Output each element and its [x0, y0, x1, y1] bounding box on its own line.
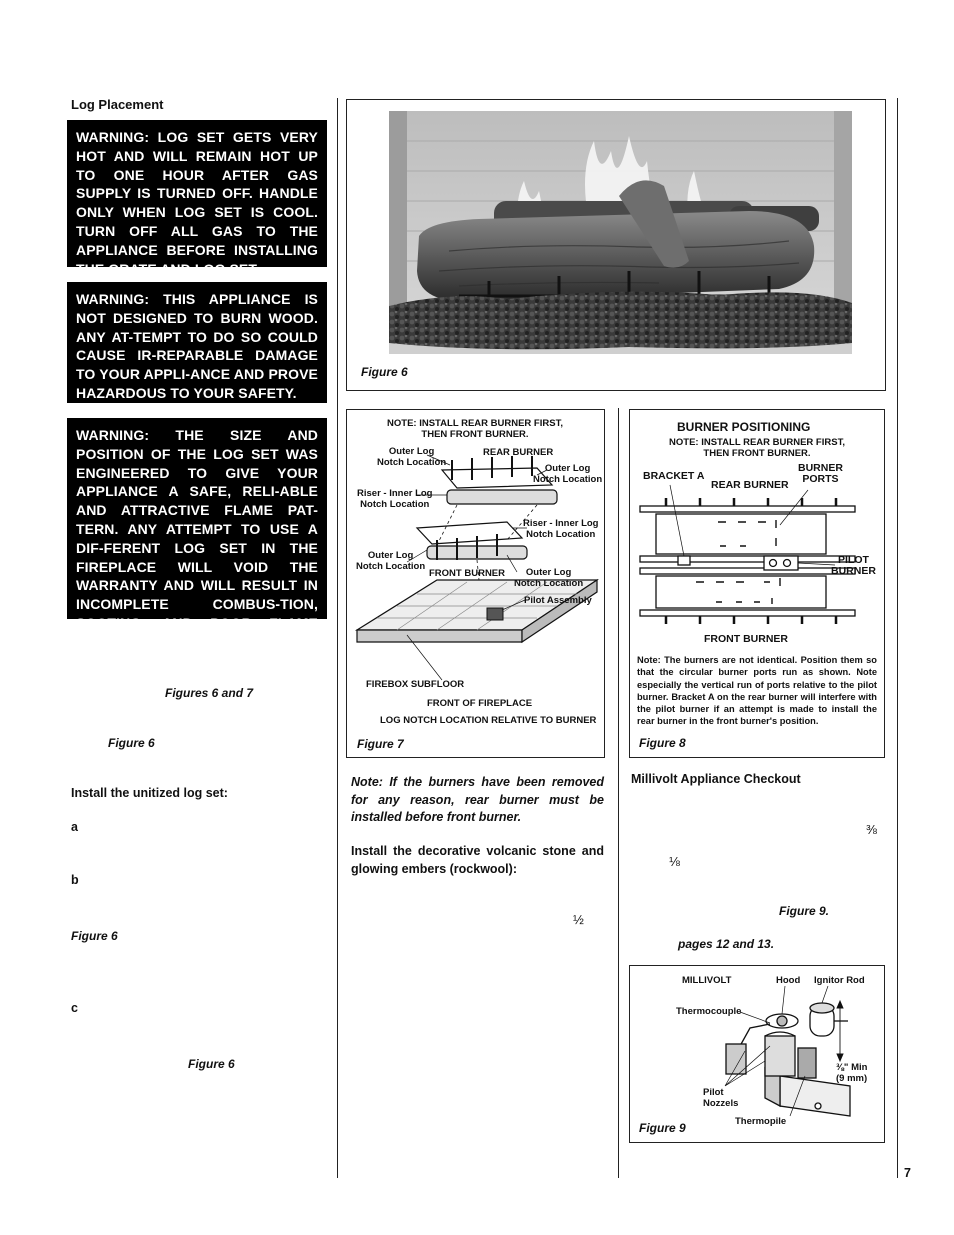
fig8-burner-ports: BURNER PORTS	[798, 462, 843, 485]
column-divider	[337, 98, 338, 1178]
figure-7-frame	[346, 409, 605, 758]
millivolt-checkout-heading: Millivolt Appliance Checkout	[631, 772, 801, 786]
figure-9-caption: Figure 9	[639, 1121, 686, 1135]
pages-reference: pages 12 and 13.	[678, 937, 775, 951]
fig7-outer-log-bottom-left: Outer Log Notch Location	[356, 550, 426, 572]
column-divider	[618, 408, 619, 1178]
step-letter: c	[71, 1001, 78, 1015]
fig7-front-burner-label: FRONT BURNER	[429, 568, 505, 579]
install-log-set-heading: Install the unitized log set:	[71, 786, 228, 800]
warning-box-no-wood: WARNING: THIS APPLIANCE IS NOT DESIGNED TO BURN WOOD. ANY AT-TEMPT TO DO SO COULD CAUSE IR-REPARABLE DAMAGE TO YOUR APPLI-ANCE AND PROVE HAZARDOUS TO YOUR SAFETY.	[67, 282, 327, 403]
column-divider	[897, 98, 898, 1178]
fig9-millivolt-label: MILLIVOLT	[682, 975, 732, 986]
step-letter: a	[71, 820, 78, 834]
figure-reference: Figure 6	[188, 1057, 235, 1071]
fig9-ignitor-rod-label: Ignitor Rod	[814, 975, 865, 986]
figure-6-caption: Figure 6	[361, 365, 408, 379]
fig7-firebox-subfloor: FIREBOX SUBFLOOR	[366, 679, 465, 690]
figure-6-frame	[346, 99, 886, 391]
fraction-half: ½	[573, 912, 584, 927]
fig7-note: NOTE: INSTALL REAR BURNER FIRST, THEN FRONT BURNER.	[387, 418, 563, 440]
burner-order-note: Note: If the burners have been removed for any reason, rear burner must be installed before front burner.	[351, 775, 604, 825]
figure-9-frame	[629, 965, 885, 1143]
fig7-outer-log-bottom-right: Outer Log Notch Location	[514, 567, 584, 589]
fig9-thermocouple-label: Thermocouple	[676, 1006, 742, 1017]
fig9-thermopile-label: Thermopile	[735, 1116, 787, 1127]
fig9-pilot-nozzels-label: Pilot Nozzels	[703, 1087, 739, 1109]
page-number: 7	[904, 1166, 911, 1180]
log-set-photo	[389, 111, 852, 354]
fig7-log-notch-relative: LOG NOTCH LOCATION RELATIVE TO BURNER	[380, 715, 597, 726]
fig7-outer-log-top-left: Outer Log Notch Location	[377, 446, 447, 468]
figure-8-frame	[629, 409, 885, 758]
fig8-front-burner-label: FRONT BURNER	[704, 633, 788, 645]
fig8-rear-burner-label: REAR BURNER	[711, 479, 789, 491]
figure-reference: Figure 6	[71, 929, 118, 943]
fig8-bracket-a: BRACKET A	[643, 470, 705, 482]
fig7-outer-log-top-right: Outer Log Notch Location	[533, 463, 603, 485]
fig7-riser-right: Riser - Inner Log Notch Location	[523, 518, 599, 540]
figure-8-caption: Figure 8	[639, 736, 686, 750]
fraction-one-eighth: ⅛	[669, 854, 680, 869]
figure-9-reference: Figure 9.	[779, 904, 830, 918]
section-heading-log-placement: Log Placement	[71, 97, 164, 112]
figure-7-caption: Figure 7	[357, 737, 404, 751]
warning-box-hot-logs: WARNING: LOG SET GETS VERY HOT AND WILL REMAIN HOT UP TO ONE HOUR AFTER GAS SUPPLY IS TURNED OFF. HANDLE ONLY WHEN LOG SET IS COOL. TURN OFF ALL GAS TO THE APPLIANCE BEFORE INSTALLING THE GRATE AND LOG SET.	[67, 120, 327, 267]
install-stone-heading: Install the decorative volcanic stone and glowing embers (rockwool):	[351, 844, 604, 876]
figure-reference: Figure 6	[108, 736, 155, 750]
warning-box-log-set-size: WARNING: THE SIZE AND POSITION OF THE LOG SET WAS ENGINEERED TO GIVE YOUR APPLIANCE A SAFE, RELI-ABLE AND ATTRACTIVE FLAME PAT-TERN. ANY ATTEMPT TO USE A DIF-FERENT LOG SET IN THE FIREPLACE WILL VOID THE WARRANTY AND WILL RESULT IN INCOMPLETE COMBUS-TION, SOOTING, AND POOR FLAME QUALITY.	[67, 418, 327, 619]
fig7-front-of-fireplace: FRONT OF FIREPLACE	[427, 698, 533, 709]
fig8-pilot-burner: PILOT BURNER	[831, 554, 876, 577]
figure-reference: Figures 6 and 7	[165, 686, 254, 700]
fig9-hood-label: Hood	[776, 975, 801, 986]
fig8-body-note: Note: The burners are not identical. Position them so that the circular burner ports run as shown. Note especially the vertical run of ports relative to the pilot burner. Bracket A on the rear burner will interfere with the pilot burner if an attempt is made to install the rear burner in the front burner's position.	[637, 655, 877, 727]
fig7-rear-burner-label: REAR BURNER	[483, 447, 554, 458]
fig8-note: NOTE: INSTALL REAR BURNER FIRST, THEN FRONT BURNER.	[669, 437, 845, 459]
fig7-riser-left: Riser - Inner Log Notch Location	[357, 488, 433, 510]
fig7-pilot-assembly: Pilot Assembly	[524, 595, 592, 606]
fraction-three-eighths: ⅜	[866, 822, 877, 837]
fig8-title: BURNER POSITIONING	[677, 420, 811, 434]
fig9-min-dimension: ⅜" Min (9 mm)	[836, 1062, 868, 1084]
step-letter: b	[71, 873, 79, 887]
